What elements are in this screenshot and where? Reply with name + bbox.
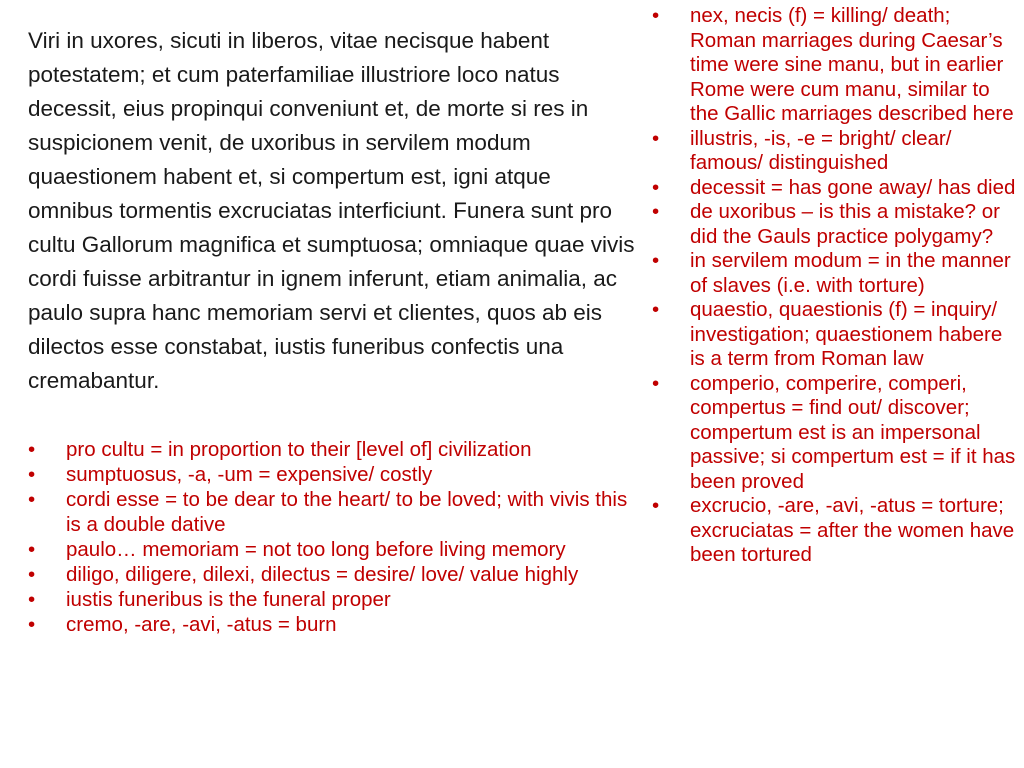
note-text: excrucio, -are, -avi, -atus = torture; excruciatas = after the women have been tortured bbox=[690, 494, 1015, 566]
bullet-icon: • bbox=[652, 494, 660, 517]
bullet-icon: • bbox=[28, 538, 36, 561]
bullet-icon: • bbox=[28, 438, 36, 461]
list-item bbox=[652, 200, 1022, 249]
list-item bbox=[28, 562, 628, 587]
bullet-icon: • bbox=[652, 371, 660, 395]
note-text: in servilem modum = in the manner of slaves (i.e. with torture) bbox=[690, 249, 1011, 297]
list-item bbox=[28, 587, 628, 612]
list-item bbox=[652, 249, 1022, 298]
note-text: sumptuosus, -a, -um = expensive/ costly bbox=[66, 463, 433, 486]
note-text: paulo… memoriam = not too long before living memory bbox=[66, 538, 566, 561]
list-item bbox=[652, 176, 1022, 201]
bullet-icon: • bbox=[652, 4, 660, 27]
note-text: cremo, -are, -avi, -atus = burn bbox=[66, 613, 337, 636]
note-text: iustis funeribus is the funeral proper bbox=[66, 588, 391, 611]
note-text: pro cultu = in proportion to their [level of] civilization bbox=[66, 438, 532, 461]
note-text: comperio, comperire, comperi, compertus = find out/ discover; compertum est is an impersonal passive; si compertum est = if it has been proved bbox=[690, 371, 1016, 493]
list-item bbox=[28, 612, 628, 637]
bullet-icon: • bbox=[28, 563, 36, 586]
note-text: decessit = has gone away/ has died bbox=[690, 175, 1016, 199]
list-item bbox=[652, 127, 1022, 176]
note-text: nex, necis (f) = killing/ death; Roman marriages during Caesar’s time were sine manu, but in earlier Rome were cum manu, similar to the Gallic marriages described here bbox=[690, 4, 1014, 125]
left-vocabulary-notes bbox=[28, 437, 628, 637]
bullet-icon: • bbox=[28, 463, 36, 486]
list-item bbox=[28, 487, 628, 537]
bullet-icon: • bbox=[652, 200, 660, 223]
bullet-icon: • bbox=[652, 298, 660, 321]
list-item bbox=[652, 298, 1022, 372]
list-item bbox=[28, 537, 628, 562]
latin-passage: Viri in uxores, sicuti in liberos, vitae necisque habent potestatem; et cum paterfamiliae illustriore loco natus decessit, eius propinqui conveniunt et, de morte si res in suspicionem venit, de uxoribus in servilem modum quaestionem habent et, si compertum est, igni atque omnibus tormentis excruciatas interficiunt. Funera sunt pro cultu Gallorum magnifica et sumptuosa; omniaque quae vivis cordi fuisse arbitrantur in ignem inferunt, etiam animalia, ac paulo supra hanc memoriam servi et clientes, quos ab eis dilectos esse constabat, iustis funeribus confectis una cremabantur. bbox=[28, 28, 635, 393]
note-text: cordi esse = to be dear to the heart/ to be loved; with vivis this is a double dative bbox=[66, 488, 628, 536]
list-item bbox=[652, 4, 1022, 127]
note-text: diligo, diligere, dilexi, dilectus = desire/ love/ value highly bbox=[66, 563, 579, 586]
bullet-icon: • bbox=[28, 588, 36, 611]
bullet-icon: • bbox=[652, 126, 660, 150]
right-vocabulary-notes bbox=[652, 4, 1022, 568]
bullet-icon: • bbox=[28, 488, 36, 511]
note-text: illustris, -is, -e = bright/ clear/ famous/ distinguished bbox=[690, 126, 952, 174]
list-item bbox=[652, 494, 1022, 568]
bullet-icon: • bbox=[652, 249, 660, 272]
bullet-icon: • bbox=[652, 175, 660, 199]
list-item bbox=[28, 462, 628, 487]
list-item bbox=[652, 372, 1022, 495]
note-text: quaestio, quaestionis (f) = inquiry/ investigation; quaestionem habere is a term from Roman law bbox=[690, 298, 1003, 370]
bullet-icon: • bbox=[28, 613, 36, 636]
note-text: de uxoribus – is this a mistake? or did the Gauls practice polygamy? bbox=[690, 200, 1000, 248]
list-item bbox=[28, 437, 628, 462]
